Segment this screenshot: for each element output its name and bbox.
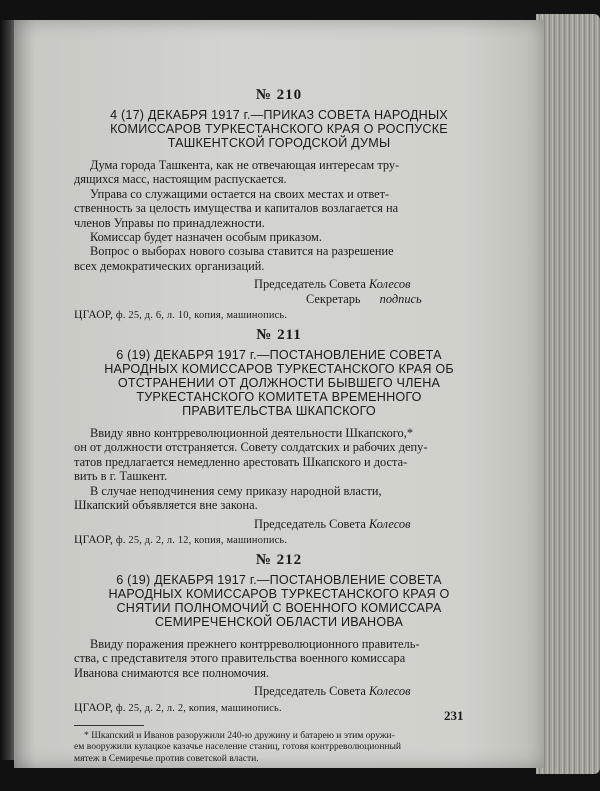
secretary-line bbox=[74, 292, 484, 306]
page-content bbox=[74, 86, 484, 764]
text-line: Вопрос о выборах нового созыва ставится на разрешение bbox=[90, 244, 394, 259]
signature-title: Председатель Совета bbox=[254, 684, 366, 699]
archive-reference bbox=[74, 701, 484, 715]
paragraph bbox=[74, 187, 484, 230]
footnote-line: * Шкапский и Иванов разоружили 240-ю дружину и батарею и этим оружи- bbox=[84, 729, 395, 741]
archive-reference bbox=[74, 308, 484, 322]
text-line: Управа со служащими остается на своих местах и ответ- bbox=[90, 186, 390, 201]
title-line: ТУРКЕСТАНСКОГО КОМИТЕТА ВРЕМЕННОГО bbox=[136, 390, 422, 405]
signature-line bbox=[74, 517, 484, 531]
document-210 bbox=[74, 86, 484, 322]
title-line: 6 (19) ДЕКАБРЯ 1917 г.—ПОСТАНОВЛЕНИЕ СОВЕТА bbox=[116, 348, 442, 363]
text-line: членов Управы по принадлежности. bbox=[74, 215, 265, 230]
paragraph bbox=[74, 158, 484, 187]
paragraph bbox=[74, 426, 484, 484]
page-stack-edge bbox=[536, 14, 600, 774]
text-line: Шкапский объявляется вне закона. bbox=[74, 498, 258, 513]
archive-reference bbox=[74, 533, 484, 547]
text-line: Ввиду поражения прежнего контрреволюционного правитель- bbox=[90, 636, 420, 651]
signature-line bbox=[74, 684, 484, 698]
text-line: дящихся масс, настоящим распускается. bbox=[74, 172, 287, 187]
text-line: вить в г. Ташкент. bbox=[74, 469, 168, 484]
title-line: КОМИССАРОВ ТУРКЕСТАНСКОГО КРАЯ О РОСПУСКЕ bbox=[110, 122, 448, 136]
title-line: СНЯТИИ ПОЛНОМОЧИЙ С ВОЕННОГО КОМИССАРА bbox=[116, 600, 442, 615]
secretary-name: подпись bbox=[379, 291, 422, 306]
document-number: № 210 bbox=[255, 87, 303, 103]
text-line: ственность за целость имущества и капиталов возлагается на bbox=[74, 201, 399, 216]
footnote-line: мятеж в Семиречье против советской власти. bbox=[74, 752, 259, 764]
text-line: В случае неподчинения сему приказу народной власти, bbox=[90, 483, 382, 498]
secretary-title: Секретарь bbox=[306, 291, 361, 306]
document-number: № 212 bbox=[255, 551, 303, 568]
document-212 bbox=[74, 551, 484, 715]
page-number: 231 bbox=[444, 708, 464, 723]
footnote-line: ем вооружили кулацкое казачье население станиц, готовя контрреволюционный bbox=[74, 741, 402, 753]
document-title bbox=[74, 108, 484, 150]
text-line: всех демократических организаций. bbox=[74, 258, 265, 273]
paragraph bbox=[74, 637, 484, 680]
text-line: татов предлагается немедленно арестовать Шкапского и доста- bbox=[74, 454, 408, 469]
document-title bbox=[74, 348, 484, 418]
signature-line bbox=[74, 277, 484, 291]
archive-lead: ЦГАОР, bbox=[74, 700, 114, 714]
title-line: ТАШКЕНТСКОЙ ГОРОДСКОЙ ДУМЫ bbox=[167, 136, 391, 150]
book-page bbox=[14, 20, 544, 768]
title-line: НАРОДНЫХ КОМИССАРОВ ТУРКЕСТАНСКОГО КРАЯ О bbox=[108, 586, 450, 601]
title-line: СЕМИРЕЧЕНСКОЙ ОБЛАСТИ ИВАНОВА bbox=[154, 614, 404, 629]
text-line: Иванова снимаются все полномочия. bbox=[74, 665, 270, 680]
text-line: Ввиду явно контрреволюционной деятельности Шкапского,* bbox=[90, 426, 414, 441]
signature-name: Колесов bbox=[369, 516, 411, 531]
title-line: НАРОДНЫХ КОМИССАРОВ ТУРКЕСТАНСКОГО КРАЯ ОБ bbox=[104, 362, 454, 377]
document-211 bbox=[74, 326, 484, 547]
signature-name: Колесов bbox=[369, 684, 411, 699]
title-line: ПРАВИТЕЛЬСТВА ШКАПСКОГО bbox=[182, 404, 376, 419]
text-line: Дума города Ташкента, как не отвечающая интересам тру- bbox=[90, 158, 400, 172]
paragraph bbox=[74, 230, 484, 244]
title-line: 6 (19) ДЕКАБРЯ 1917 г.—ПОСТАНОВЛЕНИЕ СОВЕТА bbox=[116, 572, 442, 587]
text-line: ства, с представителя этого правительства военного комиссара bbox=[74, 651, 406, 666]
text-line: он от должности отстраняется. Совету солдатских и рабочих депу- bbox=[74, 440, 428, 455]
archive-details: ф. 25, д. 6, л. 10, копия, машинопись. bbox=[115, 310, 288, 322]
footnote bbox=[74, 730, 484, 765]
paragraph bbox=[74, 244, 484, 273]
signature-title: Председатель Совета bbox=[254, 516, 366, 531]
archive-lead: ЦГАОР, bbox=[74, 308, 114, 322]
signature-title: Председатель Совета bbox=[254, 277, 366, 292]
archive-details: ф. 25, д. 2, л. 2, копия, машинопись. bbox=[115, 702, 282, 714]
archive-details: ф. 25, д. 2, л. 12, копия, машинопись. bbox=[115, 534, 288, 546]
footnote-rule bbox=[74, 725, 144, 726]
archive-lead: ЦГАОР, bbox=[74, 532, 114, 546]
document-title bbox=[74, 573, 484, 629]
paragraph bbox=[74, 484, 484, 513]
text-line: Комиссар будет назначен особым приказом. bbox=[90, 230, 322, 245]
signature-name: Колесов bbox=[369, 277, 411, 292]
document-number: № 211 bbox=[256, 327, 302, 344]
title-line: ОТСТРАНЕНИИ ОТ ДОЛЖНОСТИ БЫВШЕГО ЧЛЕНА bbox=[117, 376, 441, 391]
title-line: 4 (17) ДЕКАБРЯ 1917 г.—ПРИКАЗ СОВЕТА НАРОДНЫХ bbox=[110, 108, 448, 122]
